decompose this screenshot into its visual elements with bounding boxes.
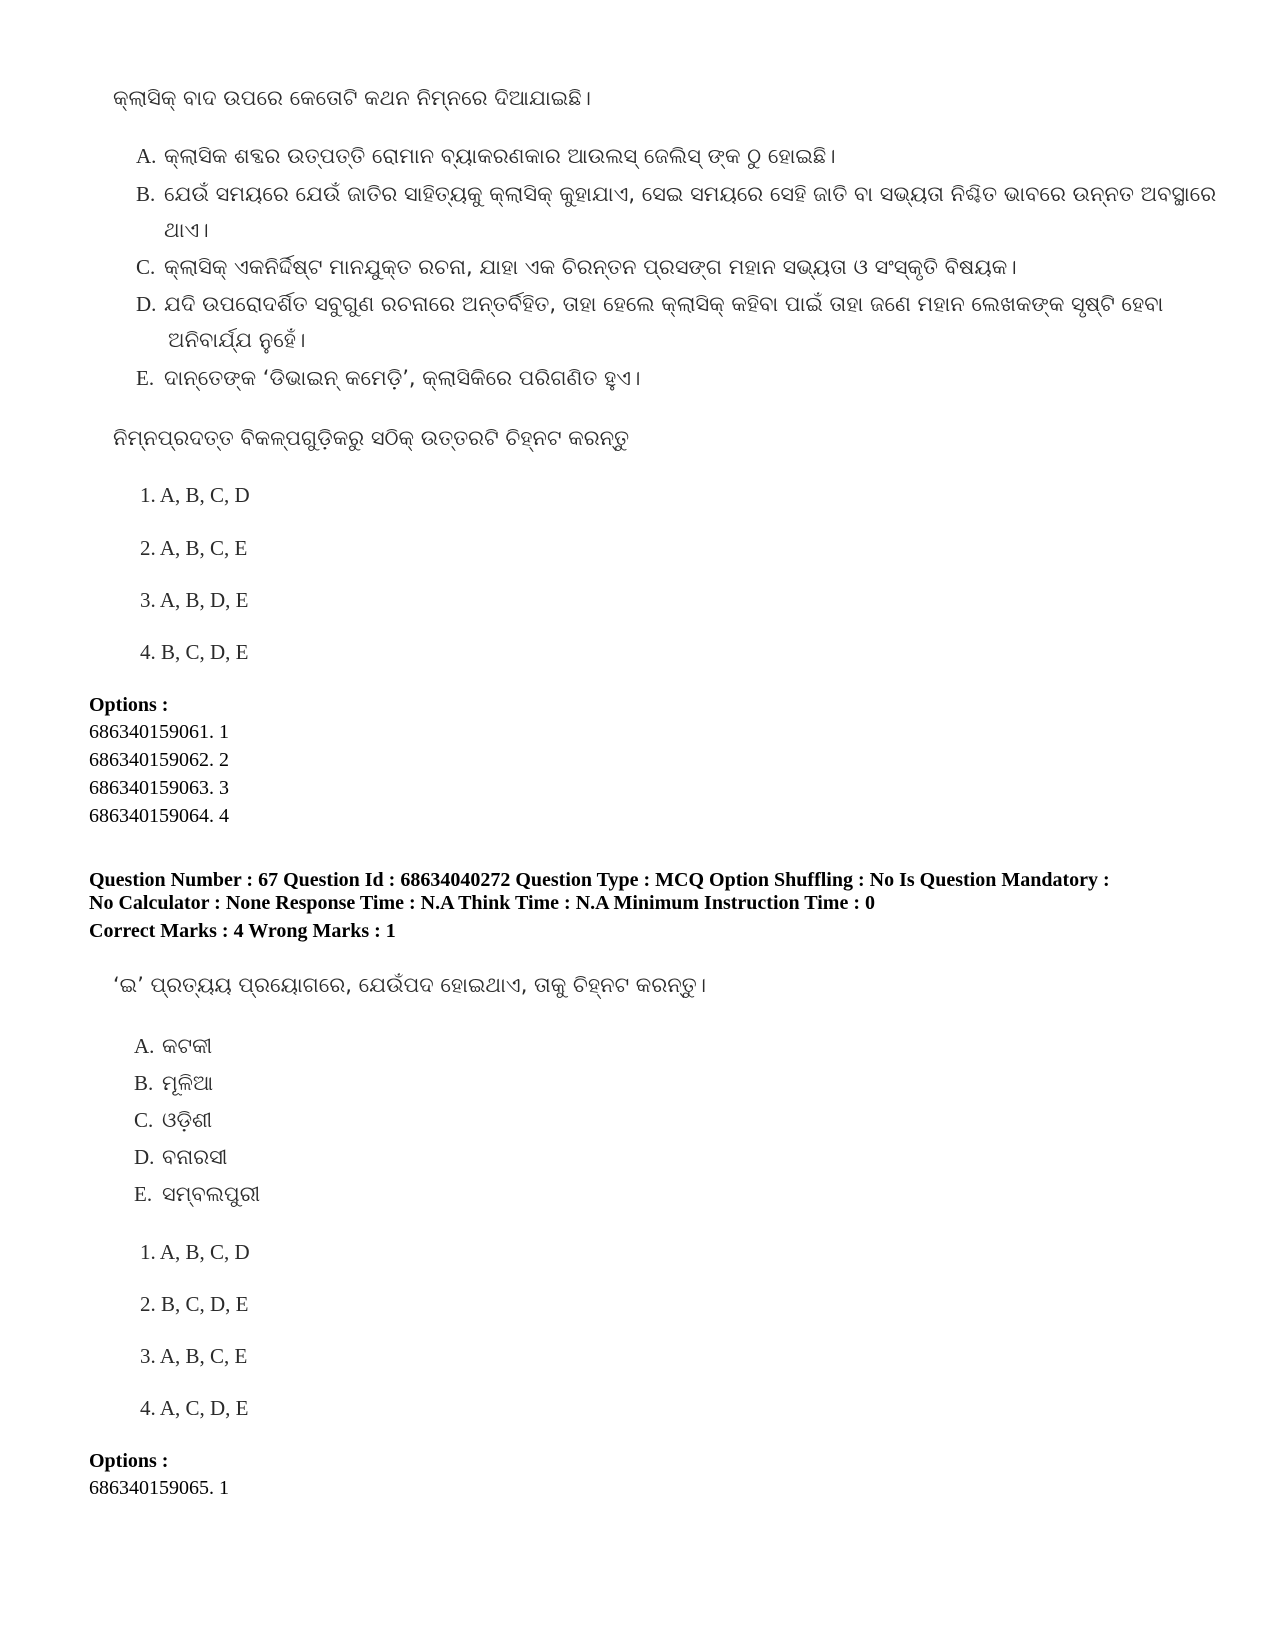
q67-meta-line-2: No Calculator : None Response Time : N.A Think Time : N.A Minimum Instruction Time : 0 <box>89 892 875 914</box>
q66-option-1: 686340159061. 1 <box>89 721 229 743</box>
statement-label: A. <box>136 144 157 168</box>
q66-choice-4: 4. B, C, D, E <box>140 640 249 664</box>
statement-text: ଯଦି ଉପରୋଦର୍ଶିତ ସବୁଗୁଣ ରଚନାରେ ଅନ୍ତର୍ବିହିତ, ତାହା ହେଲେ କ୍ଲାସିକ୍ କହିବା ପାଇଁ ତାହା ଜଣେ ମହାନ ଲେଖକଙ୍କ ସୃଷ୍ଟି ହେବା <box>164 292 1164 316</box>
statement-label: C. <box>136 255 156 279</box>
statement-label: B. <box>134 1071 154 1095</box>
q67-choice-3: 3. A, B, C, E <box>140 1344 248 1368</box>
q67-choice-1: 1. A, B, C, D <box>140 1240 250 1264</box>
statement-label: B. <box>136 182 156 206</box>
q66-statement-c <box>136 255 1017 280</box>
q66-choice-2: 2. A, B, C, E <box>140 536 248 560</box>
q67-meta-line-1: Question Number : 67 Question Id : 68634040272 Question Type : MCQ Option Shuffling : No Is Question Mandatory : <box>89 869 1110 891</box>
q66-choice-3: 3. A, B, D, E <box>140 588 249 612</box>
statement-text: ଦାନ୍ତେଙ୍କ ‘ଡିଭାଇନ୍ କମେଡ଼ି’, କ୍ଲାସିକିରେ ପରିଗଣିତ ହୁଏ। <box>164 366 641 390</box>
q67-choice-2: 2. B, C, D, E <box>140 1292 249 1316</box>
q67-statement-a <box>134 1034 212 1059</box>
q66-statement-b-cont: ଥାଏ। <box>164 218 209 242</box>
statement-text: ମୂଳିଆ <box>162 1071 214 1095</box>
q66-options-heading: Options : <box>89 694 169 716</box>
q66-option-4: 686340159064. 4 <box>89 805 229 827</box>
q67-choice-4: 4. A, C, D, E <box>140 1396 249 1420</box>
statement-text: ବନାରସୀ <box>162 1145 228 1169</box>
statement-text: ସମ୍ବଲପୁରୀ <box>162 1182 261 1206</box>
q67-options-heading: Options : <box>89 1450 169 1472</box>
q66-choice-1: 1. A, B, C, D <box>140 483 250 507</box>
q66-intro: କ୍ଲାସିକ୍ ବାଦ ଉପରେ କେତୋଟି କଥନ ନିମ୍ନରେ ଦିଆଯାଇଛି। <box>113 86 591 110</box>
q66-prompt: ନିମ୍ନପ୍ରଦତ୍ତ ବିକଳ୍ପଗୁଡ଼ିକରୁ ସଠିକ୍ ଉତ୍ତରଟି ଚିହ୍ନଟ କରନ୍ତୁ <box>113 426 630 450</box>
q66-statement-b <box>136 182 1216 207</box>
q67-statement-c <box>134 1108 212 1133</box>
q66-option-2: 686340159062. 2 <box>89 749 229 771</box>
statement-text: ଓଡ଼ିଶୀ <box>162 1108 213 1132</box>
statement-text: କ୍ଲାସିକ୍ ଏକନିର୍ଦ୍ଦିଷ୍ଟ ମାନଯୁକ୍ତ ରଚନା, ଯାହା ଏକ ଚିରନ୍ତନ ପ୍ରସଙ୍ଗ ମହାନ ସଭ୍ୟତା ଓ ସଂସ୍କୃତି ବିଷୟକ। <box>164 255 1017 279</box>
statement-label: A. <box>134 1034 155 1058</box>
statement-label: D. <box>134 1145 155 1169</box>
q67-intro: ‘ଇ’ ପ୍ରତ୍ୟୟ ପ୍ରୟୋଗରେ, ଯେଉଁପଦ ହୋଇଥାଏ, ତାକୁ ଚିହ୍ନଟ କରନ୍ତୁ। <box>113 973 707 997</box>
q67-option-1: 686340159065. 1 <box>89 1477 229 1499</box>
q66-statement-e <box>136 366 641 391</box>
q67-statement-e <box>134 1182 260 1207</box>
q66-statement-a <box>136 144 836 169</box>
q67-statement-b <box>134 1071 213 1096</box>
q66-statement-d <box>136 292 1163 317</box>
statement-label: C. <box>134 1108 154 1132</box>
statement-text: କଟକୀ <box>162 1034 213 1058</box>
statement-label: E. <box>136 366 155 390</box>
statement-label: E. <box>134 1182 153 1206</box>
q66-option-3: 686340159063. 3 <box>89 777 229 799</box>
q67-meta-line-3: Correct Marks : 4 Wrong Marks : 1 <box>89 920 396 942</box>
q67-statement-d <box>134 1145 227 1170</box>
statement-text: ଯେଉଁ ସମୟରେ ଯେଉଁ ଜାତିର ସାହିତ୍ୟକୁ କ୍ଲାସିକ୍ କୁହାଯାଏ, ସେଇ ସମୟରେ ସେହି ଜାତି ବା ସଭ୍ୟତା ନିଶ୍ଚିତ ଭାବରେ ଉନ୍ନତ ଅବସ୍ଥାରେ <box>164 182 1217 206</box>
statement-label: D. <box>136 292 157 316</box>
statement-text: କ୍ଲାସିକ ଶବ୍ଦର ଉତ୍ପତ୍ତି ରୋମାନ ବ୍ୟାକରଣକାର ଆଉଲସ୍ ଜେଲିସ୍ ଙ୍କ ଠୁ ହୋଇଛି। <box>164 144 836 168</box>
q66-statement-d-cont: ଅନିବାର୍ଯ୍ଯ ନୁହେଁ। <box>168 328 306 352</box>
